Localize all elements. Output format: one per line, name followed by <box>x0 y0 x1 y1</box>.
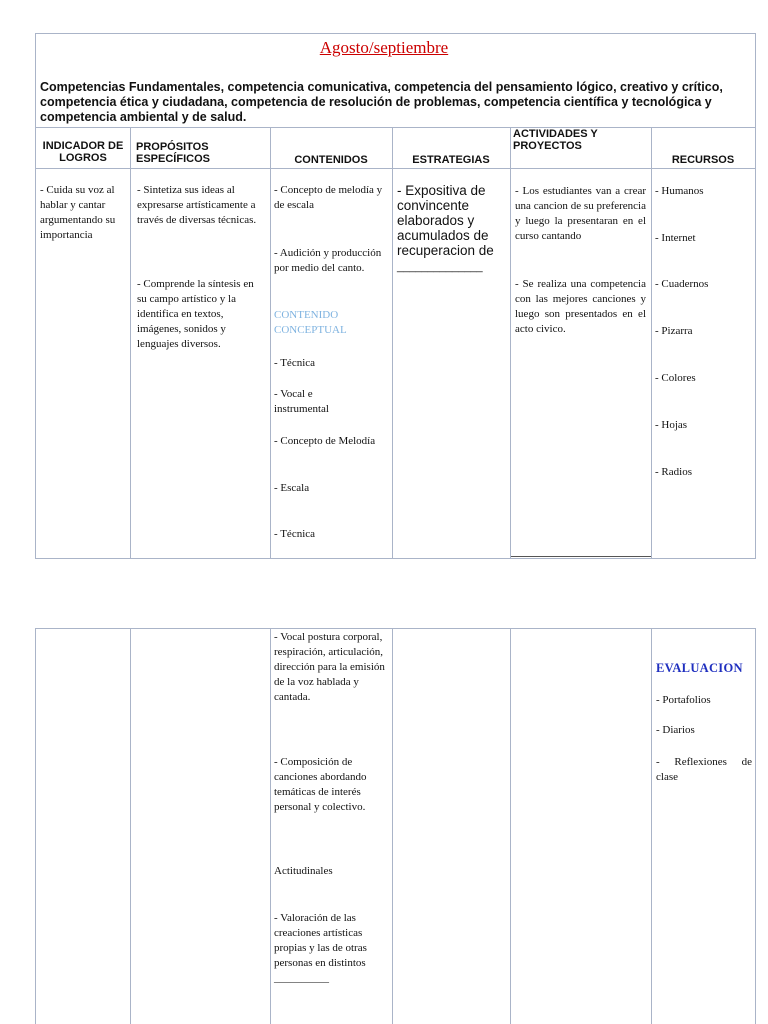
col-divider-3 <box>392 628 393 1024</box>
header-propositos: PROPÓSITOS ESPECÍFICOS <box>136 141 210 165</box>
indicador-text: - Cuida su voz al hablar y cantar argumentando su importancia <box>40 184 116 241</box>
contenido-item: - Audición y producción por medio del canto. <box>274 247 382 274</box>
contenido-item: - Concepto de Melodía <box>274 435 376 447</box>
actividad-item: - Se realiza una competencia con las mejores canciones y luego son presentados en el acto civico. <box>515 278 646 335</box>
contenido-item: - Escala <box>274 482 310 494</box>
evaluacion-item: - Reflexiones de clase <box>656 756 752 783</box>
contenido-conceptual-heading: CONTENIDO CONCEPTUAL <box>274 309 347 336</box>
actividad-item: - Los estudiantes van a crear una cancion de su preferencia y luego la presentaran en el curso cantando <box>515 185 646 242</box>
col-divider-3 <box>392 127 393 559</box>
propositos-item: - Comprende la síntesis en su campo artístico y la identifica en textos, imágenes, sonidos y lenguajes diversos. <box>137 278 254 350</box>
competencias-text: Competencias Fundamentales, competencia comunicativa, competencia del pensamiento lógico, creativo y crítico, competencia ética y ciudadana, competencia de resolución de problemas, competencia científica y tecnológica y competencia ambiental y de salud. <box>40 80 723 124</box>
estrategias-blank: ______________ <box>397 261 483 273</box>
contenido-item: - Técnica <box>274 357 316 369</box>
header-contenidos: CONTENIDOS <box>294 154 368 166</box>
header-actividades: ACTIVIDADES Y PROYECTOS <box>513 128 598 152</box>
col-divider-5 <box>651 628 652 1024</box>
recurso-item: - Cuadernos <box>655 278 709 290</box>
header-indicador: INDICADOR DE LOGROS <box>42 140 124 164</box>
header-bottom-line <box>35 168 756 169</box>
evaluacion-item: - Portafolios <box>656 694 711 706</box>
propositos-item: - Sintetiza sus ideas al expresarse artísticamente a través de diversas técnicas. <box>137 184 257 226</box>
col-divider-2 <box>270 127 271 559</box>
actitudinales-heading: Actitudinales <box>274 865 333 877</box>
recurso-item: - Humanos <box>655 185 704 197</box>
page-title: Agosto/septiembre <box>319 38 449 57</box>
recurso-item: - Internet <box>655 232 696 244</box>
col-divider-5 <box>651 127 652 559</box>
header-estrategias: ESTRATEGIAS <box>412 154 490 166</box>
recurso-item: - Hojas <box>655 419 688 431</box>
actividades-bottom-rule <box>511 556 651 557</box>
recurso-item: - Colores <box>655 372 696 384</box>
header-recursos: RECURSOS <box>671 154 735 166</box>
col-divider-2 <box>270 628 271 1024</box>
header-top-line <box>35 127 756 128</box>
col-divider-4 <box>510 628 511 1024</box>
planning-table-2 <box>35 628 756 1024</box>
recurso-item: - Radios <box>655 466 692 478</box>
recurso-item: - Pizarra <box>655 325 693 337</box>
contenido-item: - Vocal e instrumental <box>274 388 329 415</box>
evaluacion-heading: EVALUACION <box>656 661 743 675</box>
contenido-item: - Vocal postura corporal, respiración, articulación, dirección para la emisión de la voz hablada y cantada. <box>274 631 385 703</box>
contenido-item: - Composición de canciones abordando temáticas de interés personal y colectivo. <box>274 756 367 813</box>
estrategias-body: - Expositiva de convincente elaborados y acumulados de recuperacion de <box>397 183 494 258</box>
contenido-item: - Técnica <box>274 528 316 540</box>
col-divider-1 <box>130 628 131 1024</box>
contenido-item: - Valoración de las creaciones artísticas propias y las de otras personas en distintos __________ <box>274 912 367 984</box>
estrategias-text <box>397 183 507 275</box>
evaluacion-item: - Diarios <box>656 724 695 736</box>
col-divider-1 <box>130 127 131 559</box>
col-divider-4 <box>510 127 511 559</box>
contenido-item: - Concepto de melodía y de escala <box>274 184 383 211</box>
